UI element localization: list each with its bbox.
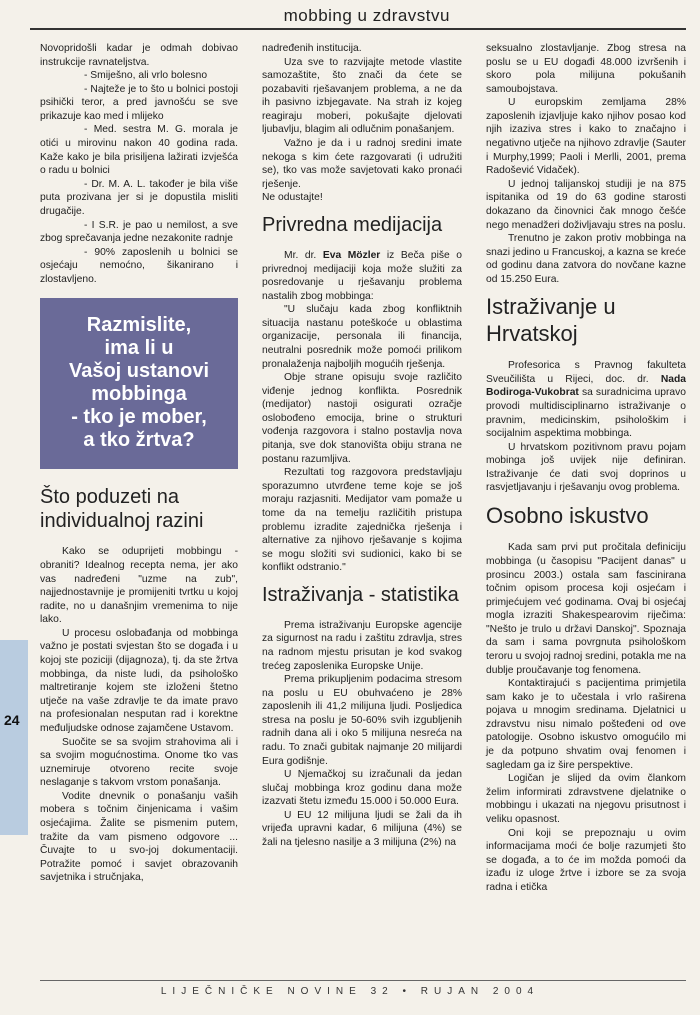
list-item: - Najteže je to što u bolnici postoji psihički teror, a pred javnošću se sve prikazuje kao med i mlijeko (40, 83, 238, 122)
paragraph: Kako se oduprijeti mobbingu - obraniti? Idealnog recepta nema, jer ako vas nadređeni "uzme na zub", najjednostavnije je promijeniti tvrtku u kojoj radite, no u današnjim vremenima to nije lako. (40, 546, 238, 626)
quote-paragraph: "U slučaju kada zbog konfliktnih situacija nastanu poteškoće u oblastima organizacije, personala ili financija, neutralni posrednik može pomoći prilikom pronalaženja najboljih mogućih rješenja. (262, 304, 462, 370)
paragraph: Trenutno je zakon protiv mobbinga na snazi jedino u Francuskoj, a kazna se kreće od godinu dana zatvora do novčane kazne od 15.250 Eura. (486, 233, 686, 285)
text: Profesorica s Pravnog fakulteta Sveučilišta u Rijeci, doc. dr. (486, 360, 686, 385)
paragraph: Prema prikupljenim podacima stresom na poslu u EU obuhvaćeno je 28% zaposlenih ili 41,2 milijuna ljudi. Posljedica stresa na poslu je 50-60% svih izgubljenih radnih dana ali i oko 5 milijuna nesreća na radu. To znači gubitak najmanje 20 milijardi Eura godišnje. (262, 674, 462, 767)
column-2 (262, 42, 462, 850)
paragraph: U EU 12 milijuna ljudi se žali da ih vrijeđa upravni kadar, 6 milijuna (4%) se žali na tjelesno nasilje a 3 milijuna (2%) na (262, 809, 462, 849)
researcher-name: Nada Bodiroga-Vukobrat (486, 373, 686, 399)
paragraph: U procesu oslobađanja od mobbinga važno je postati svjestan što se događa i u kojoj ste poziciji (dijagnoza), tj. da ste žrtva mobbinga, da niste ludi, da psihološko maltretiranje kojem ste izloženi štetno utječe na vaše zdravlje te da imate pravo na profesionalan nesputan rad i korektne međuljudske odnose zajamčene Ustavom. (40, 627, 238, 734)
list-item: - Dr. M. A. L. također je bila više puta prozivana jer si je dopustila misliti drugačije. (40, 178, 238, 217)
paragraph: Prema istraživanju Europske agencije za sigurnost na radu i zaštitu zdravlja, stres na radnom mjestu prisutan je kod svakog trećeg zaposlenika Europske Unije. (262, 619, 462, 672)
paragraph: Suočite se sa svojim strahovima ali i sa svojim mogućnostima. Onome tko vas uznemiruje otvoreno recite svoje neslaganje s takvom vrstom ponašanja. (40, 736, 238, 789)
paragraph: Ne odustajte! (262, 192, 323, 204)
header-rule (30, 28, 686, 30)
callout-line: ima li u (104, 337, 174, 360)
paragraph: U jednoj talijanskoj studiji je na 875 ispitanika od 19 do 63 godine starosti dokazano da činovnici čak mnogo češće nego menadžeri doživljavaju stres na poslu. (486, 178, 686, 231)
section-heading: Privredna medijacija (262, 213, 443, 236)
quote-paragraph: Rezultati tog razgovora predstavljaju sporazumno utvrđene teme koje se još moraju razjasniti. Medijator vam pomaže u tome da na temelju različitih pristupa problemu izradite zajednička rješenja i alternative za njihovo rješavanje s kojima se mogu složiti svi sudionici, kako bi se konflikt odstranio." (262, 467, 462, 574)
list-item: - Med. sestra M. G. morala je otići u mirovinu nakon 40 godina rada. Kaže kako je bila prisiljena lažirati izvješća o radu u bolnici (40, 124, 238, 177)
paragraph (262, 249, 462, 303)
section-heading: Istraživanje u Hrvatskoj (486, 294, 616, 346)
paragraph: Vodite dnevnik o ponašanju vaših mobera s točnim činjenicama i vašim osjećajima. Žalite se pismenim putem, tražite da vam pismeno odgovore ... Čuvajte to u svo-joj dokumentaciji. Potražite pomoć i savjet obrazovanih savjetnika i stručnjaka, (40, 790, 238, 884)
paragraph: Logičan je slijed da ovim člankom želim informirati zdravstvene djelatnike o mobbingu i ukazati na njegovu prisutnost i veliku opasnost. (486, 773, 686, 825)
text: Mr. dr. (284, 249, 323, 261)
list-item: - 90% zaposlenih u bolnici se osjećaju nemoćno, šikanirano i zlostavljeno. (40, 246, 238, 285)
text: sa suradnicima upravo provodi multidisciplinarno istraživanje o pravnim, medicinskim, psihološkim i socijalnim aspektima mobbinga. (486, 387, 686, 440)
section-heading: Što poduzeti na individualnoj razini (40, 486, 204, 533)
callout-line: mobbinga (91, 383, 187, 406)
page-number: 24 (4, 712, 20, 728)
column-1 (40, 42, 238, 885)
section-heading: Osobno iskustvo (486, 502, 649, 528)
callout-box (40, 298, 238, 469)
column-3 (486, 42, 686, 894)
list-item: - Smiješno, ali vrlo bolesno (84, 70, 208, 82)
paragraph: nadređenih institucija. (262, 43, 362, 54)
section-title: mobbing u zdravstvu (283, 6, 450, 25)
callout-line: - tko je mober, (71, 406, 207, 429)
page-header (0, 0, 700, 34)
paragraph: Novopridošli kadar je odmah dobivao instrukcije ravnateljstva. (40, 43, 238, 68)
callout-line: a tko žrtva? (83, 429, 195, 452)
page-footer (0, 980, 700, 1010)
paragraph: Kada sam prvi put pročitala definiciju mobbinga (u časopisu "Pacijent danas" u prosincu 2003.) ostala sam fascinirana točnim opisom procesa koji osjećam i primjećujem već godinama. Ovaj bi osjećaj mogla izraziti Shakespearovim riječima: "Nešto je trulo u državi Danskoj". Spoznaja da sam i sama povrgnuta psihološkom teroru u svojoj radnoj sredini, potakla me na dublje proučavanje tog fenomena. (486, 542, 686, 676)
paragraph: U hrvatskom pozitivnom pravu pojam mobinga još uvijek nije definiran. Istraživanje će dati svoj doprinos u rasvjetljavanju i rješavanju ovog problema. (486, 441, 686, 494)
paragraph: seksualno zlostavljanje. Zbog stresa na poslu se u EU događi 48.000 izvršenih i skoro pola milijuna pokušanih samoubojstava. (486, 43, 686, 95)
paragraph (486, 359, 686, 440)
section-heading: Istraživanja - statistika (262, 583, 459, 606)
page-number-tab (0, 640, 28, 835)
quote-paragraph: Obje strane opisuju svoje različito viđenje jednog konflikta. Posrednik (medijator) nastoji osigurati ozračje oslobođeno emocija, brine o strukturi vođenja razgovora i stalno postavlja nova pitanja, sve dok stanovišta obiju strana ne postanu razumljiva. (262, 372, 462, 465)
paragraph: U Njemačkoj su izračunali da jedan slučaj mobbinga kroz godinu dana može izazvati štetu između 15.000 i 50.000 Eura. (262, 769, 462, 808)
author-name: Eva Mözler (322, 249, 381, 261)
paragraph: Oni koji se prepoznaju u ovim informacijama moći će bolje razumjeti što se događa, a to će im možda pomoći da izađu iz uloge žrtve i izbore se za svoja radna i etička (486, 827, 686, 893)
list-item: - I S.R. je pao u nemilost, a sve zbog sprečavanja jedne nezakonite radnje (40, 219, 238, 245)
paragraph: Važno je da i u radnoj sredini imate nekoga s kim ćete razgovarati (i udružiti se), tko vas može savjetovati kako pronaći rješenje. (262, 138, 462, 190)
footer-rule (40, 980, 686, 981)
callout-line: Razmislite, (86, 314, 192, 337)
paragraph: U europskim zemljama 28% zaposlenih izjavljuje kako njihov posao kod njih izaziva stres i kako to značajno i negativno utječe na njihovo zdravlje (Sauter i Murphy,1999; Paoli i Merlli, 2001, prema Radošević Vidaček). (486, 97, 686, 177)
callout-line: Vašoj ustanovi (68, 360, 210, 383)
text: iz Beča piše o privrednoj medijaciji koja može služiti za posredovanje u rješavanju problema nastalih zbog mobbinga: (262, 249, 463, 302)
publication-info: LIJEČNIČKE NOVINE 32 • RUJAN 2004 (160, 986, 540, 997)
paragraph: Uza sve to razvijajte metode vlastite samozaštite, što znači da ćete se pozabaviti rješavanjem problema, a ne da ih pasivno izbjegavate. Na strah iz kojeg reagiraju moberi, pokušajte djelovati ljubavlju, blagim ali odlučnim ponašanjem. (262, 56, 462, 136)
paragraph: Kontaktirajući s pacijentima primjetila sam kako je to učestala i vrlo raširena pojava u mnogim sredinama. Djelatnici u zdravstvu nisu nimalo pošteđeni od ove patologije. Osobno iskustvo omogućilo mi je da potpuno shvatim ovaj fenomen i sagledam ga iz šire perspektive. (486, 678, 686, 771)
